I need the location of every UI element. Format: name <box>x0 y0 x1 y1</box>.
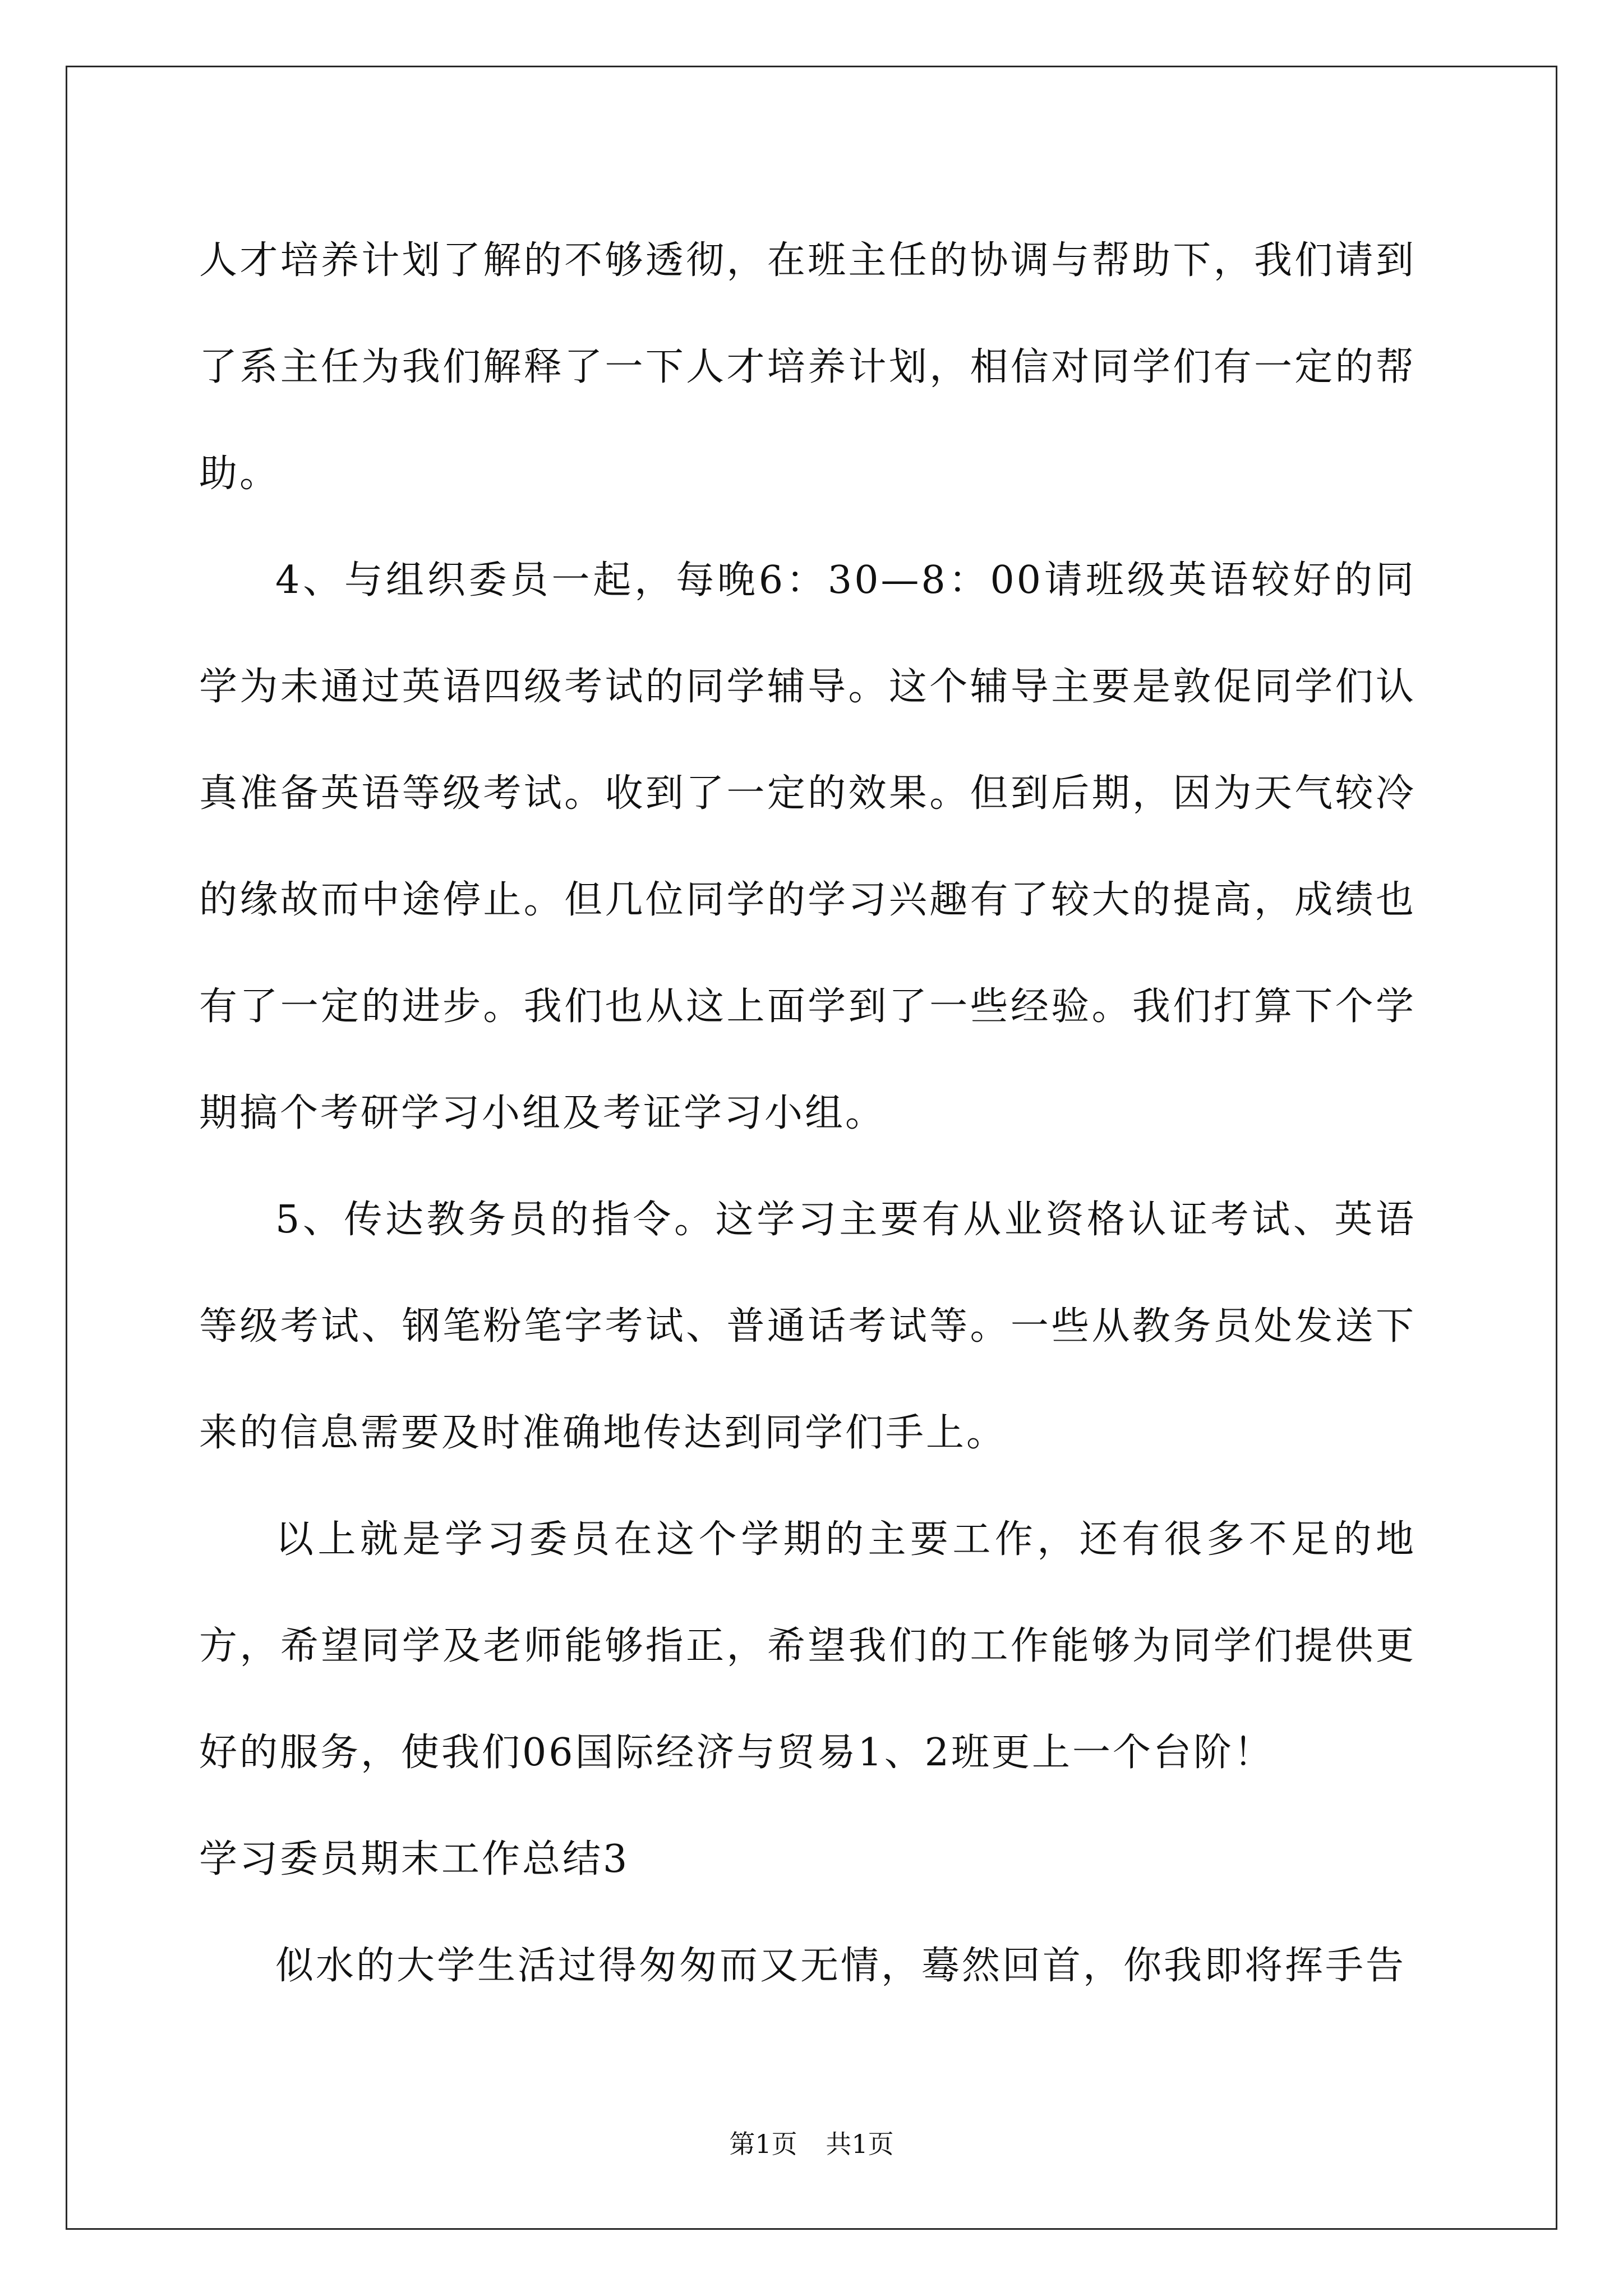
paragraph-item-4: 4、与组织委员一起，每晚6：30—8：00请班级英语较好的同学为未通过英语四级考试的同学辅导。这个辅导主要是敦促同学们认真准备英语等级考试。收到了一定的效果。但到后期，因为天气较冷的缘故而中途停止。但几位同学的学习兴趣有了较大的提高，成绩也有了一定的进步。我们也从这上面学到了一些经验。我们打算下个学期搞个考研学习小组及考证学习小组。 <box>199 558 1416 1135</box>
page-number: 第1页 <box>729 2129 797 2159</box>
paragraph-conclusion: 以上就是学习委员在这个学期的主要工作，还有很多不足的地方，希望同学及老师能够指正，希望我们的工作能够为同学们提供更好的服务，使我们06国际经济与贸易1、2班更上一个台阶！ <box>199 1517 1416 1775</box>
paragraph-item-5: 5、传达教务员的指令。这学习主要有从业资格认证考试、英语等级考试、钢笔粉笔字考试、普通话考试等。一些从教务员处发送下来的信息需要及时准确地传达到同学们手上。 <box>199 1198 1416 1455</box>
paragraph-next-section: 似水的大学生活过得匆匆而又无情，蓦然回首，你我即将挥手告 <box>275 1944 1407 1988</box>
page-total: 共1页 <box>826 2129 894 2159</box>
paragraph-intro: 人才培养计划了解的不够透彻，在班主任的协调与帮助下，我们请到了系主任为我们解释了一下人才培养计划，相信对同学们有一定的帮助。 <box>199 238 1416 496</box>
document-body <box>199 208 1416 2019</box>
section-heading: 学习委员期末工作总结3 <box>199 1837 630 1881</box>
page-footer <box>0 2127 1623 2161</box>
